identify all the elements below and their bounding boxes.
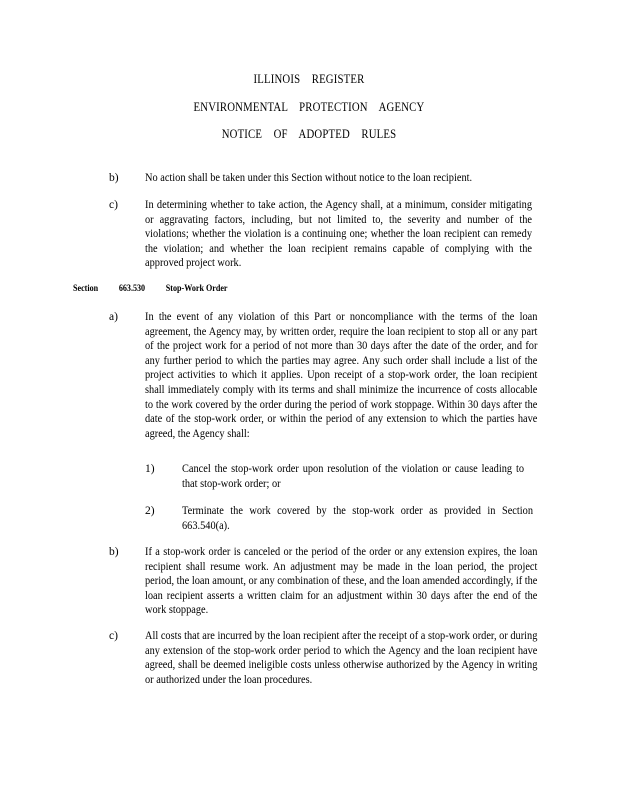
item-a-label: a): [109, 311, 118, 323]
notice-title: NOTICE OF ADOPTED RULES: [221, 127, 397, 141]
item-a1-text: Cancel the stop-work order upon resolution of the violation or cause leading to that stop-work order; or: [182, 463, 524, 490]
prev-item-c-text: In determining whether to take action, the Agency shall, at a minimum, consider mitigating or aggravating factors, including, but not limited to, the severity and number of the violations; whether the violation is a continuing one; whether the loan recipient can remedy the violation; and whether the loan recipient remains capable of complying with the approved project work.: [145, 199, 532, 270]
prev-item-b-label: b): [109, 172, 119, 184]
item-c-label: c): [109, 630, 118, 642]
item-b-text: If a stop-work order is canceled or the period of the order or any extension expires, the loan recipient shall resume work. An adjustment may be made in the loan period, the project period, the loan amount, or any combination of these, and the loan amended accordingly, if the loan recipient asserts a written claim for an adjustment within 30 days after the end of the work stoppage.: [145, 546, 538, 617]
item-a2-label: 2): [145, 505, 155, 517]
item-a2-text: Terminate the work covered by the stop-work order as provided in Section 663.540(a).: [182, 505, 533, 532]
item-a1-label: 1): [145, 463, 155, 475]
item-c-text: All costs that are incurred by the loan recipient after the receipt of a stop-work order, or during any extension of the stop-work order period to which the Agency and the loan recipient have agreed, shall be deemed ineligible costs unless otherwise authorized by the Agency in writing or authorized under the loan procedures.: [145, 630, 538, 686]
section-heading: [73, 284, 246, 294]
agency-title: ENVIRONMENTAL PROTECTION AGENCY: [193, 100, 425, 114]
register-title: ILLINOIS REGISTER: [253, 72, 365, 86]
section-number: 663.530: [118, 284, 146, 294]
prev-item-b-text: No action shall be taken under this Section without notice to the loan recipient.: [145, 172, 473, 184]
section-title: Stop-Work Order: [165, 284, 228, 294]
prev-item-c-label: c): [109, 199, 118, 211]
item-b-label: b): [109, 546, 119, 558]
item-a-text: In the event of any violation of this Part or noncompliance with the terms of the loan agreement, the Agency may, by written order, require the loan recipient to stop all or any part of the project work for a period of not more than 30 days after the date of the order, and for any further period to which the parties may agree. Any such order shall include a list of the project activities to which it applies. Upon receipt of a stop-work order, the loan recipient shall immediately comply with its terms and shall minimize the incurrence of costs allocable to the work covered by the order during the period of work stoppage. Within 30 days after the date of the stop-work order, or within the period of any extension to which the parties have agreed, the Agency shall:: [145, 311, 538, 440]
section-prefix: Section: [73, 284, 99, 294]
